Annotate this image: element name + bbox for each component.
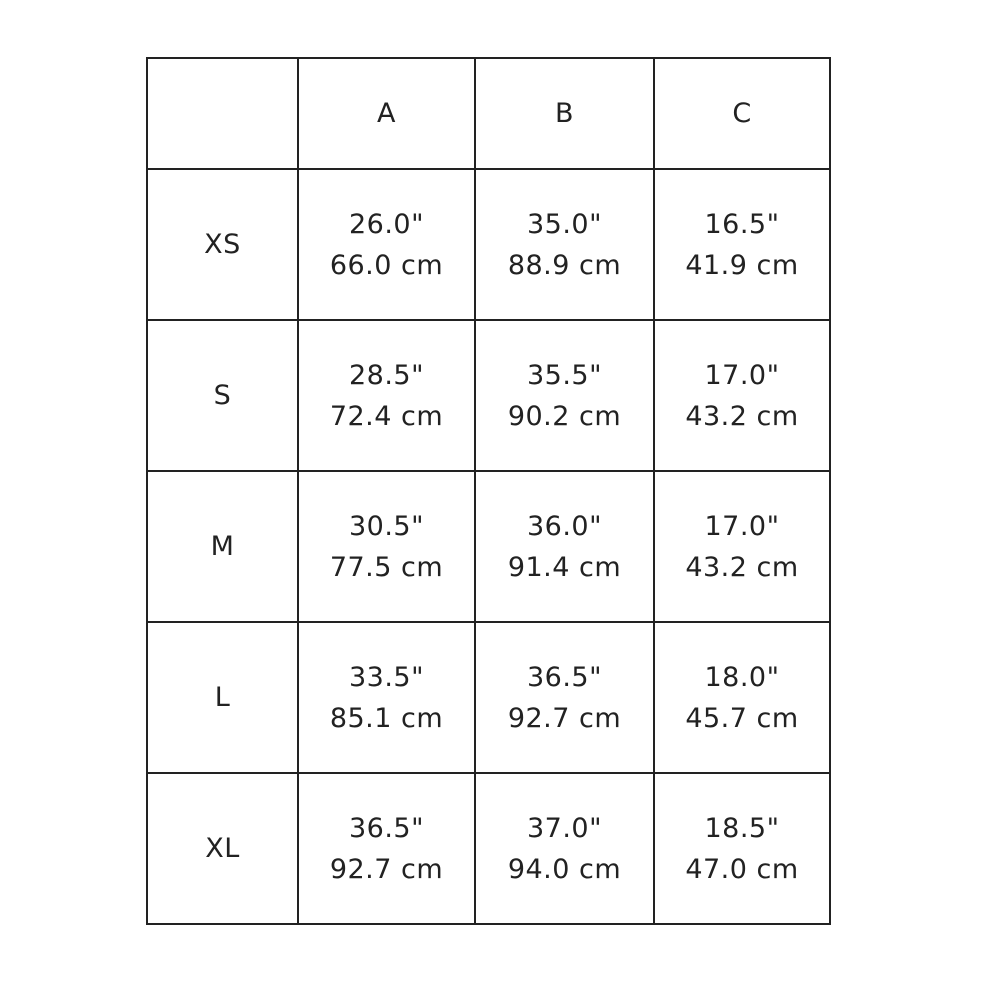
cm-value: 92.7 cm: [507, 702, 622, 734]
measurement-cell: [654, 169, 830, 320]
row-header-size: L: [147, 622, 298, 773]
measurement-cell: [654, 773, 830, 924]
inches-value: 28.5": [348, 359, 425, 391]
column-header-b: B: [475, 58, 654, 169]
measurement-cell: [298, 320, 475, 471]
inches-value: 18.5": [704, 812, 780, 844]
measurement-cell: [654, 320, 830, 471]
inches-value: 35.5": [526, 359, 603, 391]
cm-value: 47.0 cm: [685, 853, 799, 885]
cm-value: 88.9 cm: [507, 249, 622, 281]
inches-value: 36.0": [526, 510, 603, 542]
size-chart-table: [146, 57, 831, 925]
measurement-cell: [475, 622, 654, 773]
header-row: [147, 58, 830, 169]
measurement-cell: [298, 773, 475, 924]
cm-value: 41.9 cm: [685, 249, 799, 281]
cm-value: 85.1 cm: [329, 702, 444, 734]
cm-value: 90.2 cm: [507, 400, 622, 432]
table-row: [147, 169, 830, 320]
cm-value: 43.2 cm: [685, 551, 799, 583]
measurement-cell: [475, 471, 654, 622]
row-header-size: M: [147, 471, 298, 622]
measurement-cell: [475, 320, 654, 471]
inches-value: 17.0": [704, 510, 780, 542]
inches-value: 17.0": [704, 359, 780, 391]
inches-value: 36.5": [526, 661, 603, 693]
inches-value: 16.5": [704, 208, 780, 240]
row-header-size: XS: [147, 169, 298, 320]
cm-value: 91.4 cm: [507, 551, 622, 583]
row-header-size: S: [147, 320, 298, 471]
measurement-cell: [298, 471, 475, 622]
inches-value: 37.0": [526, 812, 603, 844]
measurement-cell: [475, 169, 654, 320]
inches-value: 36.5": [348, 812, 425, 844]
measurement-cell: [654, 622, 830, 773]
corner-cell: [147, 58, 298, 169]
cm-value: 77.5 cm: [329, 551, 444, 583]
column-header-c: C: [654, 58, 830, 169]
column-header-a: A: [298, 58, 475, 169]
table-row: [147, 773, 830, 924]
measurement-cell: [654, 471, 830, 622]
cm-value: 45.7 cm: [685, 702, 799, 734]
cm-value: 43.2 cm: [685, 400, 799, 432]
inches-value: 33.5": [348, 661, 425, 693]
row-header-size: XL: [147, 773, 298, 924]
table-row: [147, 471, 830, 622]
inches-value: 18.0": [704, 661, 780, 693]
cm-value: 66.0 cm: [329, 249, 444, 281]
measurement-cell: [475, 773, 654, 924]
cm-value: 92.7 cm: [329, 853, 444, 885]
measurement-cell: [298, 622, 475, 773]
cm-value: 72.4 cm: [329, 400, 444, 432]
table-row: [147, 622, 830, 773]
inches-value: 30.5": [348, 510, 425, 542]
table-row: [147, 320, 830, 471]
cm-value: 94.0 cm: [507, 853, 622, 885]
inches-value: 35.0": [526, 208, 603, 240]
measurement-cell: [298, 169, 475, 320]
inches-value: 26.0": [348, 208, 425, 240]
